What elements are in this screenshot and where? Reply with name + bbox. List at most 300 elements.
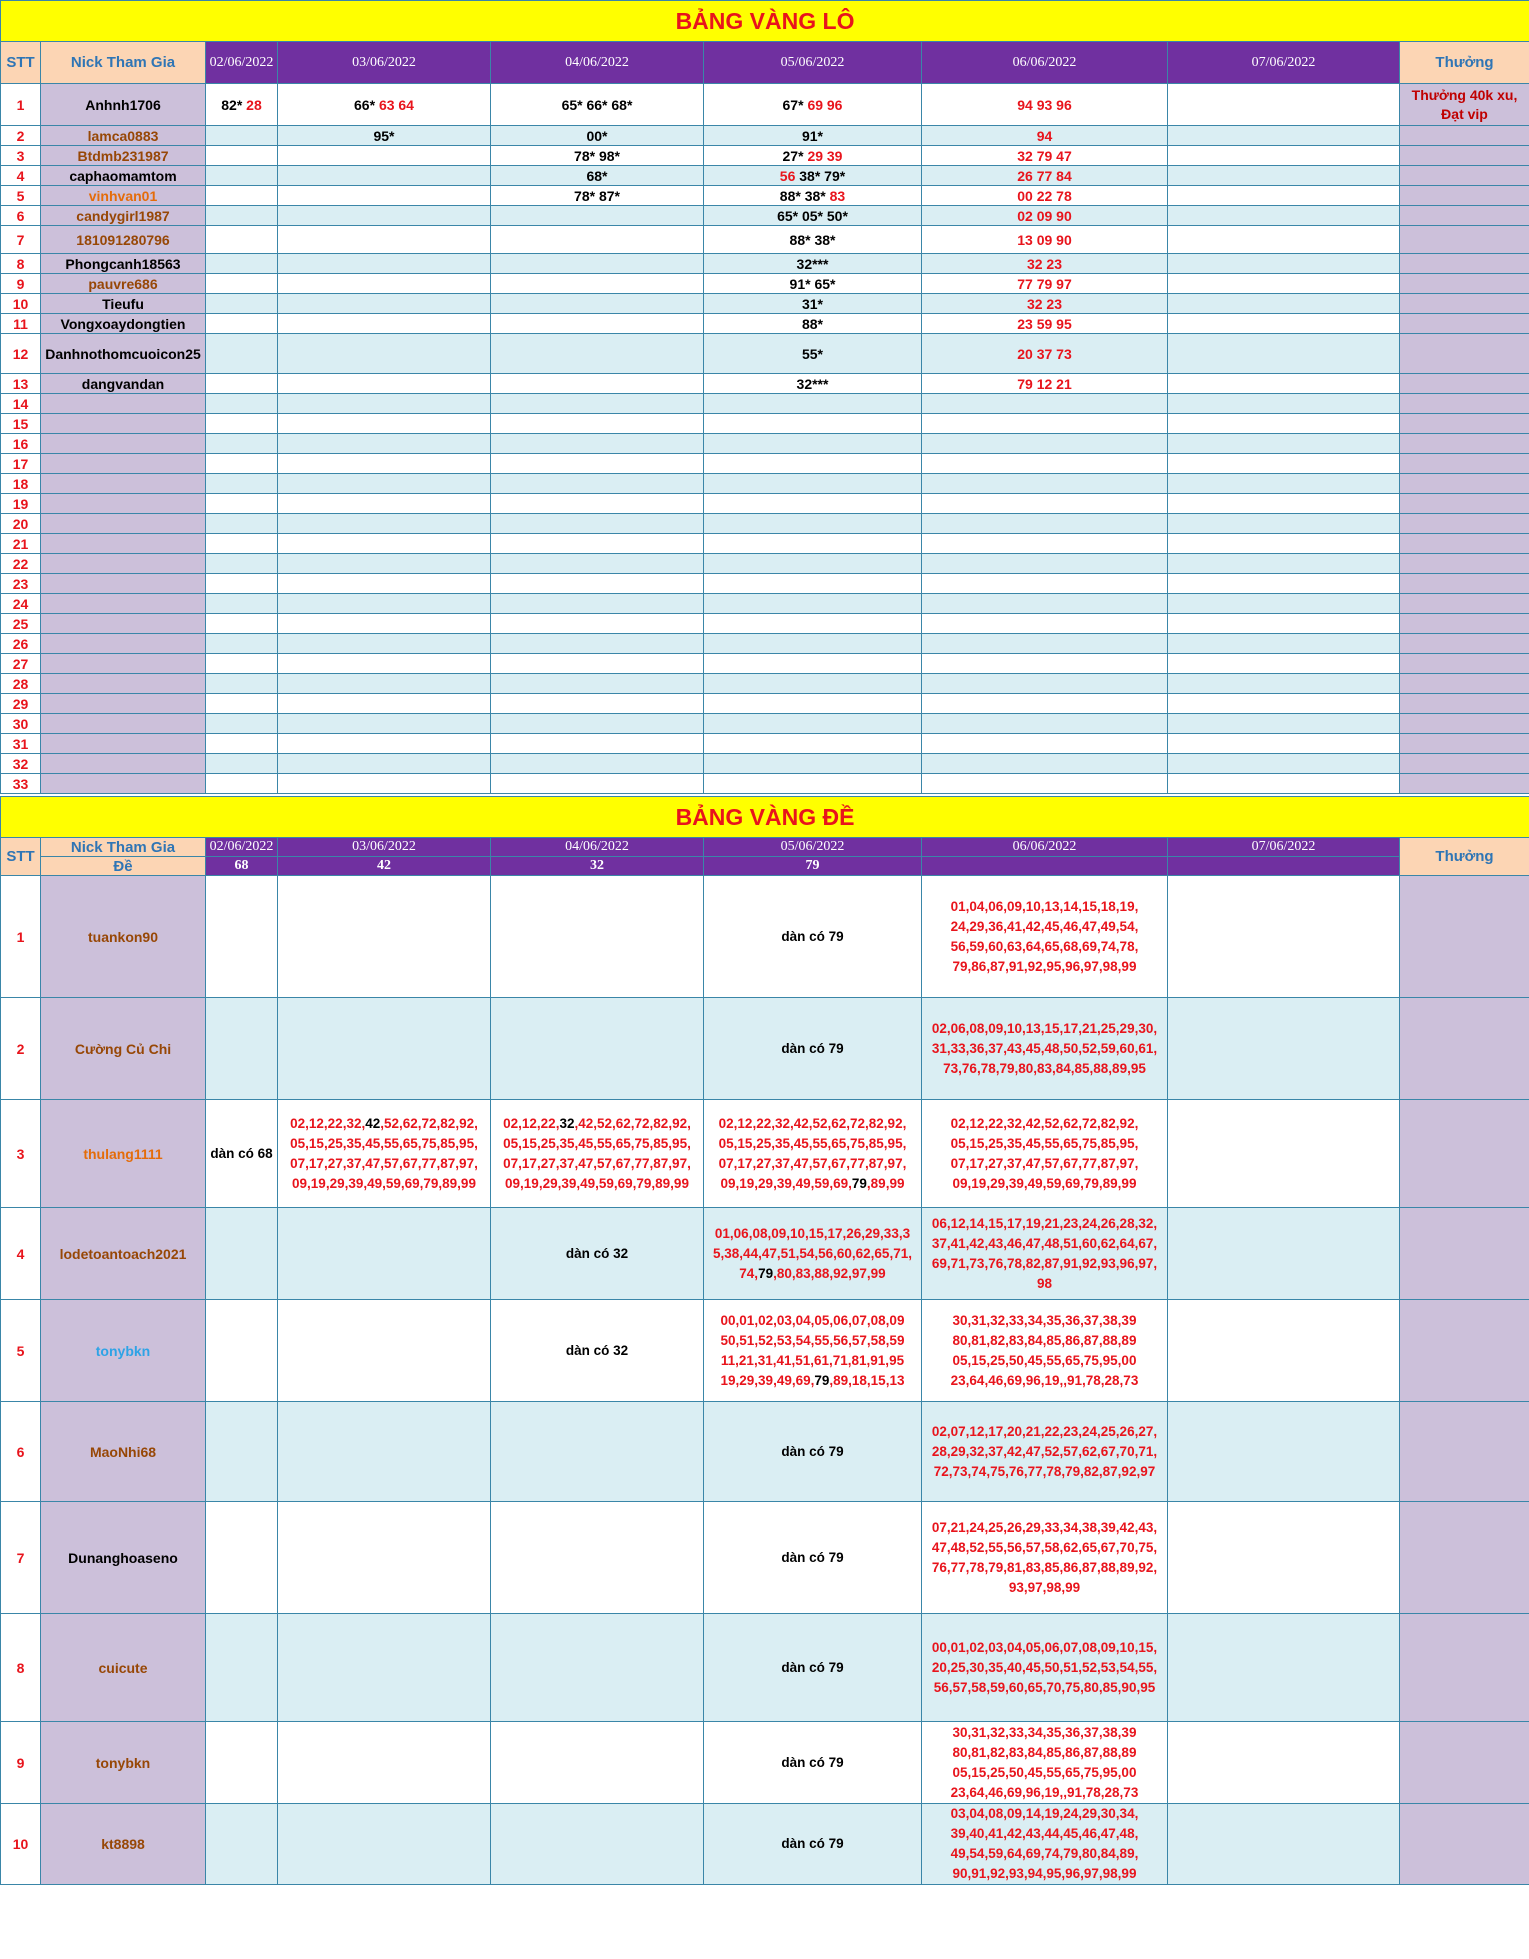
day-cell (922, 434, 1168, 454)
day-cell (704, 474, 922, 494)
nick-name: tonybkn (41, 1722, 206, 1804)
day-cell (491, 754, 704, 774)
de-result: 68 (206, 857, 278, 876)
day-cell (491, 334, 704, 374)
day-cell (206, 254, 278, 274)
lo-row (1, 774, 1529, 794)
day-cell (922, 394, 1168, 414)
cell-value: 23 59 95 (1017, 315, 1072, 332)
day-cell (1168, 534, 1400, 554)
row-number: 2 (1, 126, 41, 146)
de-row (1, 998, 1529, 1100)
lo-header-row (1, 42, 1529, 84)
lo-title: BẢNG VÀNG LÔ (1, 1, 1529, 42)
cell-value: 02 09 90 (1017, 207, 1072, 224)
day-cell (1168, 374, 1400, 394)
day-cell (278, 474, 491, 494)
day-cell (491, 1502, 704, 1614)
nick-name: dangvandan (41, 374, 206, 394)
day-cell (491, 1804, 704, 1885)
day-cell (922, 754, 1168, 774)
day-cell (278, 126, 491, 146)
row-number: 8 (1, 1614, 41, 1722)
day-cell (704, 554, 922, 574)
day-cell (278, 514, 491, 534)
day-cell (491, 454, 704, 474)
cell-value: 5,38,44,47,51,54,56,60,62,65,71, (713, 1245, 912, 1261)
lo-table (0, 0, 1529, 794)
lo-row (1, 206, 1529, 226)
reward-cell (1400, 274, 1529, 294)
nick-name (41, 454, 206, 474)
day-cell (704, 654, 922, 674)
day-cell (922, 274, 1168, 294)
day-cell (922, 1804, 1168, 1885)
lo-row (1, 754, 1529, 774)
row-number: 22 (1, 554, 41, 574)
day-cell (278, 654, 491, 674)
cell-value: 05,15,25,50,45,55,65,75,95,00 (952, 1764, 1137, 1780)
day-cell (206, 374, 278, 394)
de-header-date: 05/06/2022 (704, 838, 922, 857)
row-number: 13 (1, 374, 41, 394)
reward-cell (1400, 126, 1529, 146)
de-title: BẢNG VÀNG ĐỀ (1, 797, 1529, 838)
day-cell (1168, 694, 1400, 714)
lo-row (1, 434, 1529, 454)
cell-value: 82* (221, 96, 247, 113)
cell-value: 09,19,29,39,49,59,69,79,89,99 (292, 1175, 476, 1191)
day-cell (278, 534, 491, 554)
cell-value: 56,59,60,63,64,65,68,69,74,78, (950, 938, 1139, 954)
day-cell (1168, 334, 1400, 374)
nick-name: Cường Củ Chi (41, 998, 206, 1100)
lo-row (1, 294, 1529, 314)
day-cell (922, 186, 1168, 206)
day-cell (704, 206, 922, 226)
day-cell (491, 166, 704, 186)
cell-value: 20 37 73 (1017, 345, 1072, 362)
day-cell (1168, 734, 1400, 754)
day-cell (206, 574, 278, 594)
day-cell (1168, 654, 1400, 674)
reward-cell (1400, 454, 1529, 474)
day-cell (1168, 876, 1400, 998)
reward-cell (1400, 434, 1529, 454)
day-cell (922, 454, 1168, 474)
de-header-nick: Nick Tham Gia (41, 838, 206, 857)
day-cell (1168, 998, 1400, 1100)
day-cell (1168, 126, 1400, 146)
day-cell (278, 146, 491, 166)
day-cell (491, 534, 704, 554)
row-number: 1 (1, 84, 41, 126)
day-cell (704, 186, 922, 206)
cell-value: 50,51,52,53,54,55,56,57,58,59 (720, 1332, 905, 1348)
de-result (922, 857, 1168, 876)
day-cell (491, 254, 704, 274)
de-header-date: 02/06/2022 (206, 838, 278, 857)
day-cell (922, 734, 1168, 754)
reward-cell (1400, 1402, 1529, 1502)
day-cell (1168, 254, 1400, 274)
nick-name: tuankon90 (41, 876, 206, 998)
de-result: 79 (704, 857, 922, 876)
day-cell (278, 494, 491, 514)
day-cell (922, 514, 1168, 534)
cell-value: dàn có 32 (565, 1245, 629, 1261)
cell-value: 32 23 (1026, 255, 1063, 272)
row-number: 3 (1, 1100, 41, 1208)
day-cell (491, 434, 704, 454)
row-number: 18 (1, 474, 41, 494)
day-cell (704, 714, 922, 734)
reward-cell (1400, 534, 1529, 554)
day-cell (1168, 1804, 1400, 1885)
day-cell (704, 334, 922, 374)
cell-value: 05,15,25,35,45,55,65,75,85,95, (718, 1135, 907, 1151)
day-cell (704, 694, 922, 714)
day-cell (278, 254, 491, 274)
lo-row (1, 394, 1529, 414)
day-cell (704, 734, 922, 754)
day-cell (278, 334, 491, 374)
cell-value: 79 12 21 (1017, 375, 1072, 392)
day-cell (278, 1402, 491, 1502)
day-cell (1168, 394, 1400, 414)
day-cell (206, 774, 278, 794)
day-cell (206, 1804, 278, 1885)
day-cell (491, 1208, 704, 1300)
day-cell (491, 774, 704, 794)
day-cell (278, 1208, 491, 1300)
row-number: 4 (1, 1208, 41, 1300)
cell-value: 88* (801, 315, 824, 332)
day-cell (206, 294, 278, 314)
lo-row (1, 374, 1529, 394)
day-cell (206, 754, 278, 774)
nick-name: vinhvan01 (41, 186, 206, 206)
row-number: 11 (1, 314, 41, 334)
cell-value: 78* 98* (574, 147, 620, 164)
reward-cell (1400, 474, 1529, 494)
day-cell (704, 146, 922, 166)
cell-value: 29 39 (807, 147, 843, 164)
reward-cell (1400, 1208, 1529, 1300)
day-cell (1168, 574, 1400, 594)
row-number: 25 (1, 614, 41, 634)
lo-row (1, 146, 1529, 166)
day-cell (278, 166, 491, 186)
lo-row (1, 186, 1529, 206)
day-cell (922, 1614, 1168, 1722)
reward-cell (1400, 1722, 1529, 1804)
cell-value: 32*** (796, 255, 829, 272)
de-header-date: 03/06/2022 (278, 838, 491, 857)
day-cell (206, 594, 278, 614)
cell-value: dàn có 79 (781, 1659, 844, 1675)
nick-name: caphaomamtom (41, 166, 206, 186)
day-cell (278, 294, 491, 314)
day-cell (1168, 634, 1400, 654)
day-cell (1168, 674, 1400, 694)
cell-value: 02,07,12,17,20,21,22,23,24,25,26,27, (931, 1423, 1158, 1439)
reward-cell (1400, 714, 1529, 734)
day-cell (278, 206, 491, 226)
cell-value: 01,06,08,09,10,15,17,26,29,33,3 (714, 1225, 911, 1241)
row-number: 14 (1, 394, 41, 414)
day-cell (278, 574, 491, 594)
nick-name (41, 734, 206, 754)
de-header-date: 06/06/2022 (922, 838, 1168, 857)
row-number: 33 (1, 774, 41, 794)
day-cell (922, 1300, 1168, 1402)
reward-cell (1400, 414, 1529, 434)
cell-value: 90,91,92,93,94,95,96,97,98,99 (952, 1866, 1137, 1881)
nick-name: Vongxoaydongtien (41, 314, 206, 334)
day-cell (206, 166, 278, 186)
cell-value: 79,86,87,91,92,95,96,97,98,99 (952, 958, 1137, 974)
de-row (1, 1804, 1529, 1885)
lo-row (1, 274, 1529, 294)
day-cell (922, 1722, 1168, 1804)
cell-value: 37,41,42,43,46,47,48,51,60,62,64,67, (931, 1235, 1158, 1251)
day-cell (491, 126, 704, 146)
day-cell (922, 774, 1168, 794)
day-cell (922, 614, 1168, 634)
lo-row (1, 554, 1529, 574)
day-cell (704, 594, 922, 614)
cell-value: 19,29,39,49,69, (720, 1372, 815, 1388)
day-cell (704, 1300, 922, 1402)
lo-row (1, 166, 1529, 186)
nick-name: tonybkn (41, 1300, 206, 1402)
cell-value: 73,76,78,79,80,83,84,85,88,89,95 (943, 1060, 1146, 1076)
row-number: 12 (1, 334, 41, 374)
cell-value: 05,15,25,35,45,55,65,75,85,95, (950, 1135, 1139, 1151)
day-cell (491, 146, 704, 166)
cell-value: 80,81,82,83,84,85,86,87,88,89 (952, 1744, 1137, 1760)
day-cell (922, 314, 1168, 334)
row-number: 10 (1, 1804, 41, 1885)
day-cell (704, 876, 922, 998)
cell-value: 02,12,22,32,42,52,62,72,82,92, (718, 1115, 907, 1131)
day-cell (491, 1100, 704, 1208)
row-number: 7 (1, 1502, 41, 1614)
day-cell (1168, 166, 1400, 186)
row-number: 26 (1, 634, 41, 654)
day-cell (278, 754, 491, 774)
day-cell (922, 876, 1168, 998)
day-cell (922, 1100, 1168, 1208)
de-row (1, 1300, 1529, 1402)
day-cell (1168, 434, 1400, 454)
cell-value: dàn có 79 (781, 1549, 844, 1565)
row-number: 27 (1, 654, 41, 674)
day-cell (491, 414, 704, 434)
lo-row (1, 474, 1529, 494)
day-cell (206, 674, 278, 694)
de-row (1, 1208, 1529, 1300)
cell-value: 63 64 (378, 96, 414, 113)
cell-value: 23,64,46,69,96,19,,91,78,28,73 (950, 1784, 1139, 1800)
cell-value: 38* 79* (795, 167, 846, 184)
lo-row (1, 654, 1529, 674)
lo-row (1, 594, 1529, 614)
cell-value: 05,15,25,35,45,55,65,75,85,95, (290, 1135, 478, 1151)
day-cell (922, 714, 1168, 734)
day-cell (922, 414, 1168, 434)
row-number: 9 (1, 274, 41, 294)
lo-header-date: 05/06/2022 (704, 42, 922, 84)
cell-value: 98 (1036, 1275, 1053, 1291)
reward-cell (1400, 374, 1529, 394)
day-cell (206, 414, 278, 434)
nick-name: Danhnothomcuoicon25 (41, 334, 206, 374)
day-cell (206, 314, 278, 334)
cell-value: 09,19,29,39,49,59,69,79,89,99 (505, 1175, 689, 1191)
cell-value: ,80,83,88,92,97,99 (773, 1265, 886, 1281)
nick-name (41, 774, 206, 794)
day-cell (922, 534, 1168, 554)
de-row (1, 1100, 1529, 1208)
lo-row (1, 254, 1529, 274)
nick-name: 181091280796 (41, 226, 206, 254)
day-cell (278, 1100, 491, 1208)
day-cell (1168, 314, 1400, 334)
nick-name: MaoNhi68 (41, 1402, 206, 1502)
day-cell (278, 1300, 491, 1402)
day-cell (491, 614, 704, 634)
nick-name (41, 554, 206, 574)
day-cell (206, 1722, 278, 1804)
de-row (1, 1722, 1529, 1804)
de-row (1, 876, 1529, 998)
row-number: 4 (1, 166, 41, 186)
cell-value: 13 09 90 (1017, 231, 1072, 248)
cell-value: 76,77,78,79,81,83,85,86,87,88,89,92, (931, 1559, 1158, 1575)
reward-cell (1400, 1804, 1529, 1885)
cell-value: 79 (758, 1265, 774, 1281)
day-cell (704, 674, 922, 694)
day-cell (206, 534, 278, 554)
day-cell (206, 1300, 278, 1402)
de-result: 42 (278, 857, 491, 876)
reward-cell (1400, 206, 1529, 226)
row-number: 17 (1, 454, 41, 474)
nick-name: pauvre686 (41, 274, 206, 294)
day-cell (1168, 274, 1400, 294)
day-cell (206, 474, 278, 494)
reward-cell: Thưởng 40k xu, Đạt vip (1400, 84, 1529, 126)
cell-value: 65* 66* 68* (561, 96, 633, 113)
cell-value: 69 96 (807, 96, 843, 113)
day-cell (491, 574, 704, 594)
row-number: 20 (1, 514, 41, 534)
day-cell (206, 146, 278, 166)
day-cell (491, 374, 704, 394)
day-cell (704, 534, 922, 554)
cell-value: dàn có 79 (781, 1040, 844, 1056)
day-cell (491, 1722, 704, 1804)
cell-value: 01,04,06,09,10,13,14,15,18,19, (950, 898, 1139, 914)
cell-value: 26 77 84 (1017, 167, 1072, 184)
cell-value: 31,33,36,37,43,45,48,50,52,59,60,61, (931, 1040, 1158, 1056)
nick-name (41, 574, 206, 594)
day-cell (491, 474, 704, 494)
day-cell (278, 374, 491, 394)
cell-value: 78* 87* (574, 187, 620, 204)
day-cell (491, 226, 704, 254)
cell-value: 72,73,74,75,76,77,78,79,82,87,92,97 (933, 1463, 1156, 1479)
day-cell (206, 84, 278, 126)
day-cell (1168, 1208, 1400, 1300)
row-number: 6 (1, 206, 41, 226)
day-cell (278, 634, 491, 654)
row-number: 19 (1, 494, 41, 514)
day-cell (1168, 454, 1400, 474)
day-cell (1168, 1300, 1400, 1402)
day-cell (704, 1402, 922, 1502)
day-cell (704, 254, 922, 274)
day-cell (704, 226, 922, 254)
day-cell (922, 294, 1168, 314)
day-cell (278, 1614, 491, 1722)
de-result (1168, 857, 1400, 876)
cell-value: 42 (365, 1115, 381, 1131)
row-number: 7 (1, 226, 41, 254)
lo-row (1, 84, 1529, 126)
day-cell (922, 166, 1168, 186)
day-cell (1168, 514, 1400, 534)
row-number: 31 (1, 734, 41, 754)
cell-value: 20,25,30,35,40,45,50,51,52,53,54,55, (931, 1659, 1158, 1675)
day-cell (206, 274, 278, 294)
day-cell (704, 414, 922, 434)
reward-cell (1400, 694, 1529, 714)
cell-value: 67* (782, 96, 808, 113)
day-cell (1168, 226, 1400, 254)
nick-name (41, 714, 206, 734)
lo-row (1, 694, 1529, 714)
nick-name (41, 434, 206, 454)
cell-value: 32 (559, 1115, 575, 1131)
nick-name: candygirl1987 (41, 206, 206, 226)
reward-cell (1400, 674, 1529, 694)
reward-cell (1400, 186, 1529, 206)
nick-name (41, 614, 206, 634)
cell-value: dàn có 32 (565, 1342, 629, 1358)
day-cell (278, 394, 491, 414)
row-number: 9 (1, 1722, 41, 1804)
day-cell (704, 574, 922, 594)
lo-row (1, 634, 1529, 654)
reward-cell (1400, 494, 1529, 514)
lo-body (1, 84, 1529, 794)
lo-row (1, 674, 1529, 694)
day-cell (704, 1208, 922, 1300)
day-cell (1168, 754, 1400, 774)
cell-value: 79 (814, 1372, 830, 1388)
cell-value: 94 93 96 (1017, 96, 1072, 113)
cell-value: 39,40,41,42,43,44,45,46,47,48, (950, 1826, 1139, 1841)
day-cell (491, 514, 704, 534)
cell-value: 07,17,27,37,47,57,67,77,87,97, (503, 1155, 691, 1171)
cell-value: 23,64,46,69,96,19,,91,78,28,73 (950, 1372, 1139, 1388)
day-cell (278, 84, 491, 126)
cell-value: dàn có 79 (781, 1443, 844, 1459)
row-number: 15 (1, 414, 41, 434)
